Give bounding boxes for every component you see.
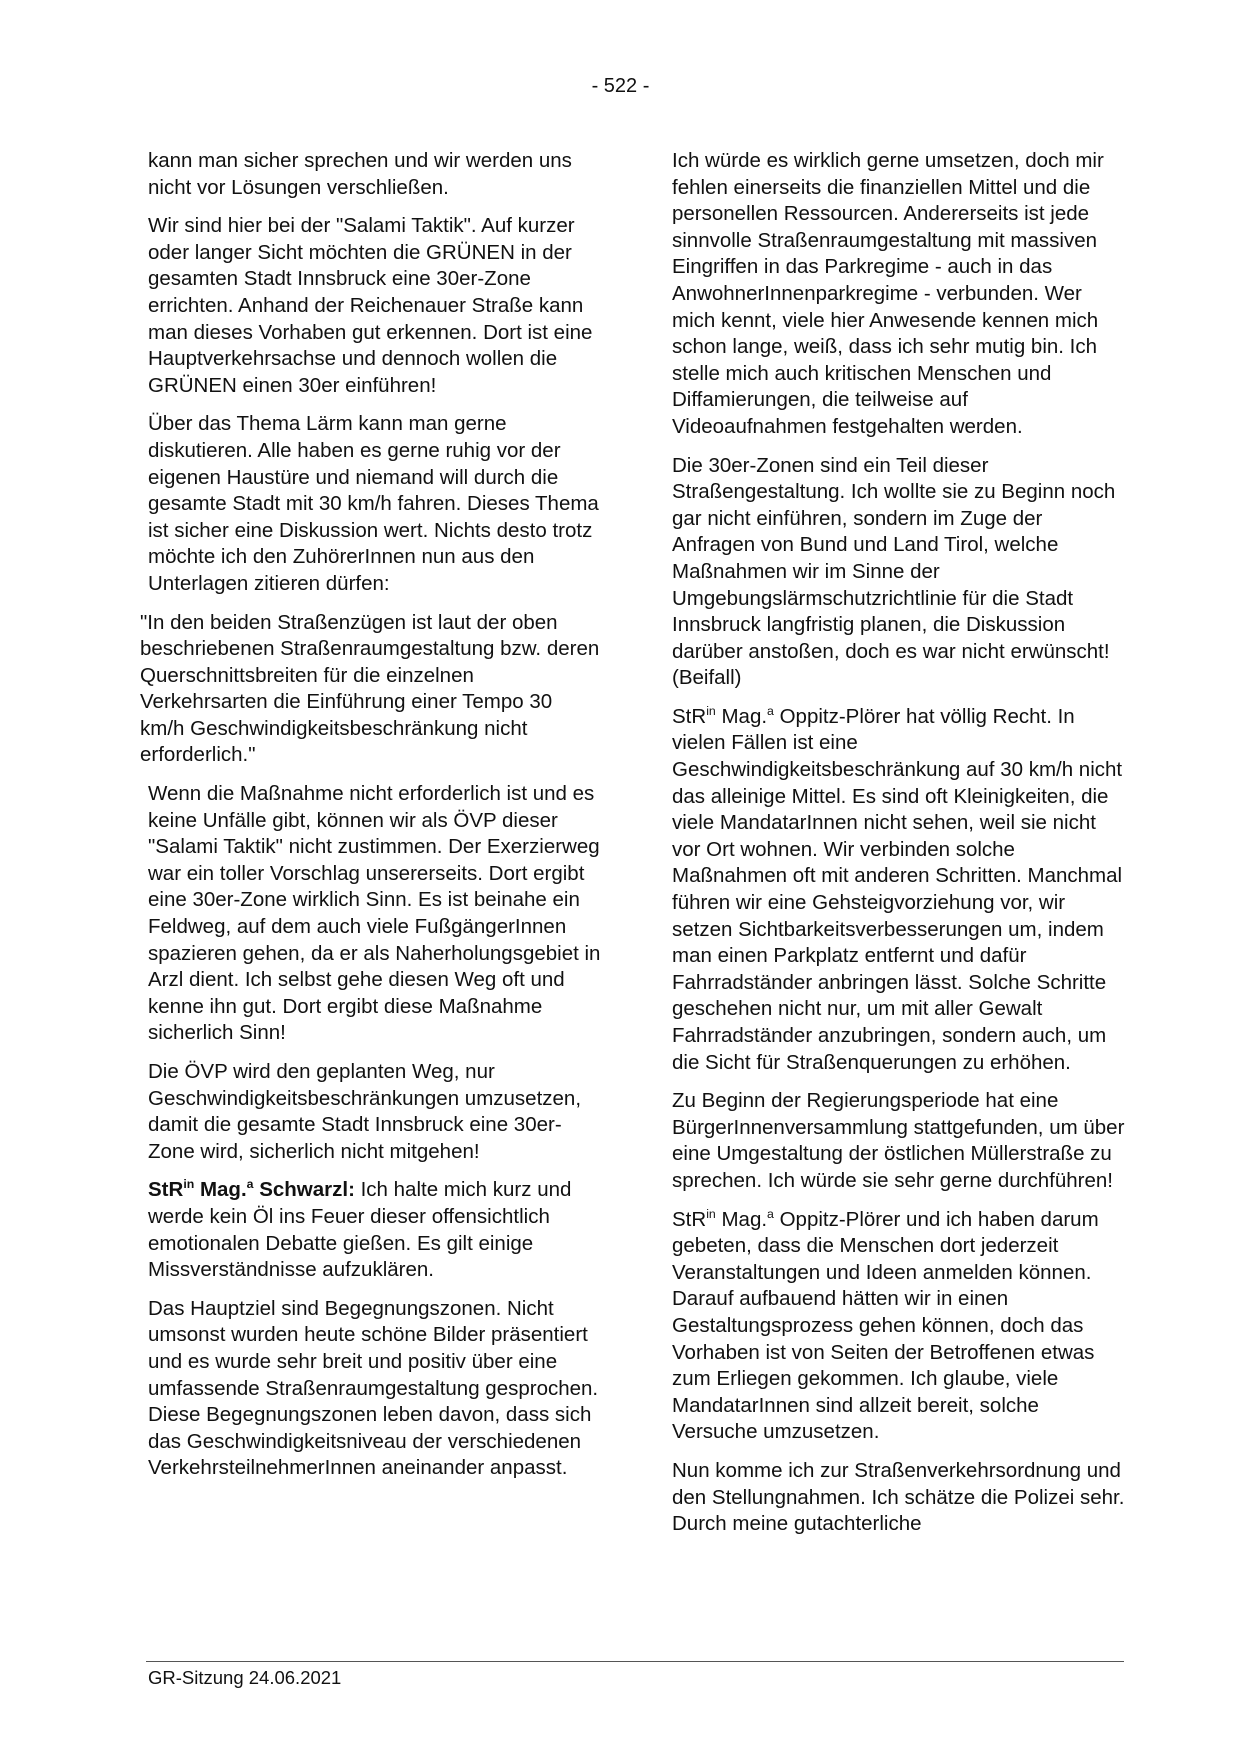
footer-divider: [146, 1661, 1124, 1662]
paragraph: Über das Thema Lärm kann man gerne diskutieren. Alle haben es gerne ruhig vor der eigenen Haustüre und niemand will durch die gesamte Stadt mit 30 km/h fahren. Dieses Thema ist sicher eine Diskussion wert. Nichts desto trotz möchte ich den ZuhörerInnen nun aus den Unterlagen zitieren dürfen:: [148, 412, 599, 595]
paragraph: Wenn die Maßnahme nicht erforderlich ist und es keine Unfälle gibt, können wir als ÖVP dieser "Salami Taktik" nicht zustimmen. Der Exerzierweg war ein toller Vorschlag unsererseits. Dort ergibt eine 30er-Zone wirklich Sinn. Es ist beinahe ein Feldweg, auf dem auch viele FußgängerInnen spazieren gehen, da er als Naherholungsgebiet in Arzl dient. Ich selbst gehe diesen Weg oft und kenne ihn gut. Dort ergibt diese Maßnahme sicherlich Sinn!: [148, 782, 601, 1045]
left-column: [140, 148, 601, 1494]
speaker-name: StR$^{in}$ Mag.$^a$ Schwarzl:: [148, 1177, 355, 1202]
paragraph: Ich würde es wirklich gerne umsetzen, doch mir fehlen einerseits die finanziellen Mittel und die personellen Ressourcen. Andererseits ist jede sinnvolle Straßenraumgestaltung mit massiven Eingriffen in das Parkregime - auch in das AnwohnerInnenparkregime - verbunden. Wer mich kennt, viele hier Anwesende kennen mich schon lange, weiß, dass ich sehr mutig bin. Ich stelle mich auch kritischen Menschen und Diffamierungen, die teilweise auf Videoaufnahmen festgehalten werden.: [672, 149, 1104, 438]
page-number: - 522 -: [591, 75, 650, 97]
block-quote: "In den beiden Straßenzügen ist laut der oben beschriebenen Straßenraumgestaltung bzw. deren Querschnittsbreiten für die einzelnen Verkehrsarten die Einführung einer Tempo 30 km/h Geschwindigkeitsbeschränkung nicht erforderlich.": [140, 610, 600, 767]
paragraph: Wir sind hier bei der "Salami Taktik". Auf kurzer oder langer Sicht möchten die GRÜNEN in der gesamten Stadt Innsbruck eine 30er-Zone errichten. Anhand der Reichenauer Straße kann man dieses Vorhaben gut erkennen. Dort ist eine Hauptverkehrsachse und dennoch wollen die GRÜNEN einen 30er einführen!: [148, 214, 593, 397]
footer-session-date: GR-Sitzung 24.06.2021: [148, 1667, 342, 1688]
paragraph: Die ÖVP wird den geplanten Weg, nur Geschwindigkeitsbeschränkungen umzusetzen, damit die gesamte Stadt Innsbruck eine 30er-Zone wird, sicherlich nicht mitgehen!: [148, 1060, 582, 1163]
speaker-paragraph: [148, 1177, 601, 1283]
paragraph: kann man sicher sprechen und wir werden uns nicht vor Lösungen verschließen.: [148, 149, 572, 199]
paragraph: Das Hauptziel sind Begegnungszonen. Nicht umsonst wurden heute schöne Bilder präsentiert und es wurde sehr breit und positiv über eine umfassende Straßenraumgestaltung gesprochen. Diese Begegnungszonen leben davon, dass sich das Geschwindigkeitsniveau der verschiedenen VerkehrsteilnehmerInnen aneinander anpasst.: [148, 1296, 599, 1480]
speaker-text: Ich halte mich kurz und werde kein Öl ins Feuer dieser offensichtlich emotionalen Debatte gießen. Es gilt einige Missverständnisse aufzuklären.: [148, 1178, 572, 1282]
paragraph: StR$^{in}$ Mag.$^a$ Oppitz-Plörer hat völlig Recht. In vielen Fällen ist eine Geschwindigkeitsbeschränkung auf 30 km/h nicht das alleinige Mittel. Es sind oft Kleinigkeiten, die viele MandatarInnen nicht sehen, weil sie nicht vor Ort wohnen. Wir verbinden solche Maßnahmen oft mit anderen Schritten. Manchmal führen wir eine Gehsteigvorziehung vor, wir setzen Sichtbarkeitsverbesserungen um, indem man einen Parkplatz entfernt und dafür Fahrradständer anbringen lässt. Solche Schritte geschehen nicht nur, um mit aller Gewalt Fahrradständer anzubringen, sondern auch, um die Sicht für Straßenquerungen zu erhöhen.: [672, 704, 1123, 1074]
paragraph: Die 30er-Zonen sind ein Teil dieser Straßengestaltung. Ich wollte sie zu Beginn noch gar nicht einführen, sondern im Zuge der Anfragen von Bund und Land Tirol, welche Maßnahmen wir im Sinne der Umgebungslärmschutzrichtlinie für die Stadt Innsbruck langfristig planen, die Diskussion darüber anstoßen, doch es war nicht erwünscht! (Beifall): [672, 453, 1116, 690]
paragraph: StR$^{in}$ Mag.$^a$ Oppitz-Plörer und ich haben darum gebeten, dass die Menschen dort jederzeit Veranstaltungen und Ideen anmelden können. Darauf aufbauend hätten wir in einen Gestaltungsprozess gehen können, doch das Vorhaben ist von Seiten der Betroffenen etwas zum Erliegen gekommen. Ich glaube, viele MandatarInnen sind allzeit bereit, solche Versuche umzusetzen.: [672, 1206, 1099, 1444]
paragraph: Nun komme ich zur Straßenverkehrsordnung und den Stellungnahmen. Ich schätze die Polizei sehr. Durch meine gutachterliche: [672, 1458, 1125, 1536]
right-column: [672, 148, 1125, 1550]
paragraph: Zu Beginn der Regierungsperiode hat eine BürgerInnenversammlung stattgefunden, um über eine Umgestaltung der östlichen Müllerstraße zu sprechen. Ich würde sie sehr gerne durchführen!: [672, 1089, 1125, 1192]
